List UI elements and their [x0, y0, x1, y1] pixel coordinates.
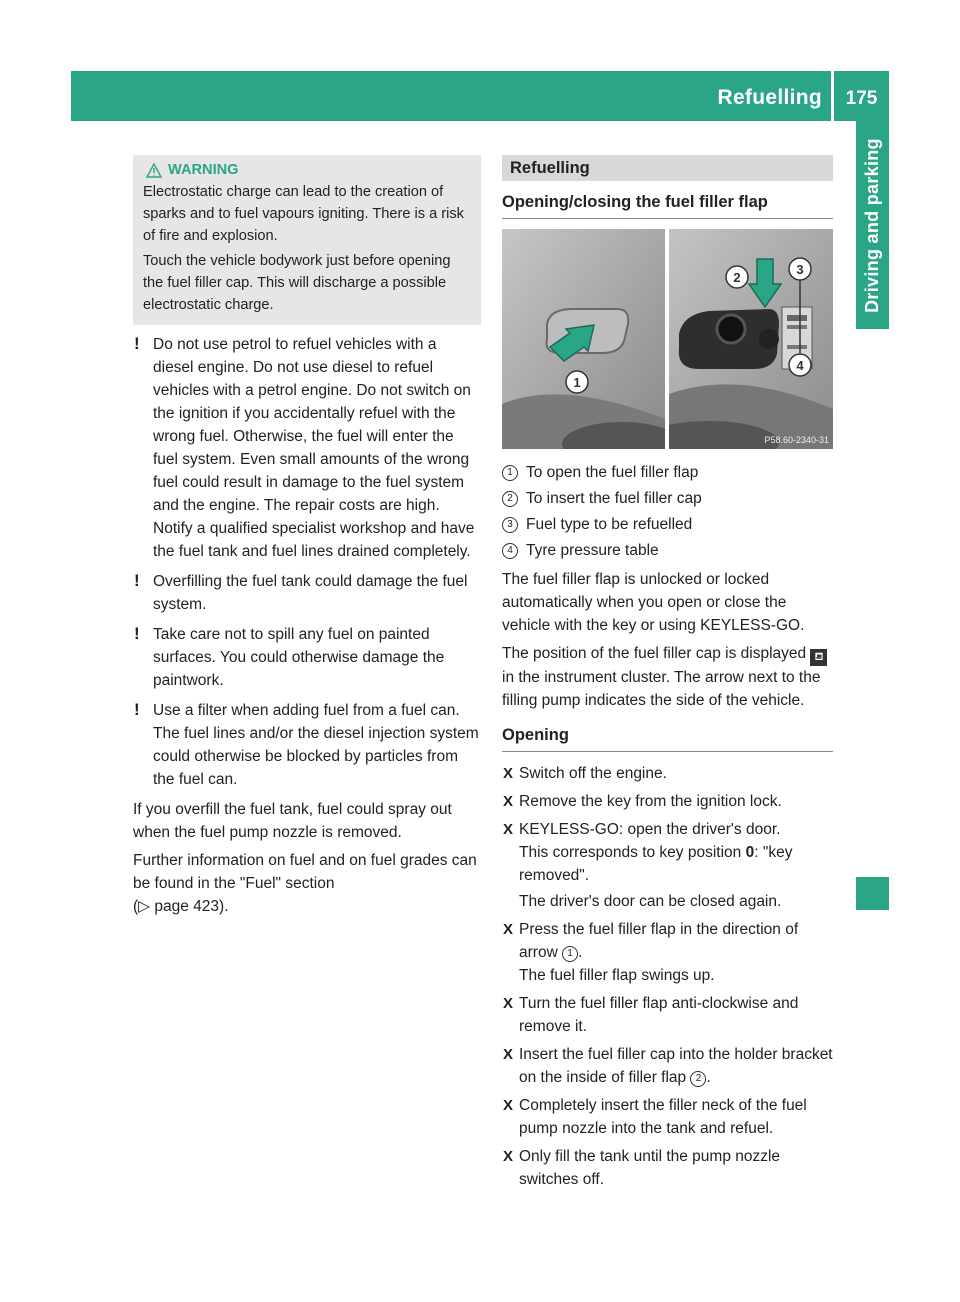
step-x-icon: X — [503, 1046, 514, 1063]
left-column — [133, 155, 481, 923]
legend-number-icon: 2 — [502, 491, 518, 507]
step-x-icon: X — [503, 995, 514, 1012]
warning-label: WARNING — [168, 162, 239, 178]
step-item — [502, 790, 833, 813]
step-text: Completely insert the filler neck of the fuel pump nozzle into the tank and refuel. — [519, 1097, 807, 1137]
warning-text-2: Touch the vehicle bodywork just before opening the fuel filler cap. This will discharge a possible electrostatic charge. — [143, 253, 451, 313]
step-text-a: Insert the fuel filler cap into the holder bracket on the inside of filler flap — [519, 1046, 833, 1086]
overfill-paragraph: If you overfill the fuel tank, fuel could spray out when the fuel pump nozzle is removed. — [133, 801, 452, 841]
note-exclamation-icon: ! — [134, 334, 140, 353]
step-text-a: Press the fuel filler flap in the direction of arrow — [519, 921, 799, 961]
further-info-text: Further information on fuel and on fuel grades can be found in the "Fuel" section — [133, 852, 477, 892]
further-info-paragraph — [133, 849, 481, 918]
note-exclamation-icon: ! — [134, 624, 140, 643]
step-text: Remove the key from the ignition lock. — [519, 793, 782, 810]
step-item — [502, 918, 833, 987]
legend-text: To insert the fuel filler cap — [526, 490, 702, 507]
warning-header — [143, 159, 471, 181]
legend-number-icon: 4 — [502, 543, 518, 559]
step-subtext: The driver's door can be closed again. — [519, 893, 782, 910]
legend-number-icon: 1 — [502, 465, 518, 481]
cap-position-paragraph — [502, 642, 833, 712]
warning-triangle-icon — [146, 163, 162, 178]
note-text: Do not use petrol to refuel vehicles with a diesel engine. Do not use diesel to refuel vehicles with a petrol engine. Do not switch on the ignition if you accidentally refuel with the wrong fuel. Otherwise, the fuel will enter the fuel system. Even small amounts of the wrong fuel could result in damage to the fuel system and the engine. The repair costs are high. Notify a qualified specialist workshop and have the fuel tank and fuel lines drained completely. — [153, 336, 475, 560]
legend-item — [502, 539, 833, 562]
step-subtext — [519, 841, 833, 887]
side-marker — [856, 877, 889, 910]
cap-position-text-a: The position of the fuel filler cap is displayed — [502, 645, 807, 662]
header-title: Refuelling — [717, 86, 822, 109]
legend-number-icon: 3 — [502, 517, 518, 533]
fuel-pump-icon: ⛾ — [810, 649, 827, 666]
legend-item — [502, 513, 833, 536]
step-x-icon: X — [503, 793, 514, 810]
step-text — [519, 918, 833, 964]
step-subtext: The fuel filler flap swings up. — [519, 967, 715, 984]
callout-1: 1 — [573, 375, 581, 390]
step-x-icon: X — [503, 821, 514, 838]
legend-text: Fuel type to be refuelled — [526, 516, 693, 533]
legend-item — [502, 461, 833, 484]
step-item — [502, 992, 833, 1038]
flap-number-icon: 2 — [690, 1071, 706, 1087]
step-item — [502, 1145, 833, 1191]
note-text: Use a filter when adding fuel from a fuel can. The fuel lines and/or the diesel injection system could otherwise be blocked by particles from the fuel can. — [153, 702, 479, 788]
warning-text-1: Electrostatic charge can lead to the creation of sparks and to fuel vapours igniting. There is a risk of fire and explosion. — [143, 184, 464, 244]
note-exclamation-icon: ! — [134, 700, 140, 719]
callout-4: 4 — [796, 358, 804, 373]
callout-3: 3 — [796, 262, 804, 277]
step-text: Only fill the tank until the pump nozzle switches off. — [519, 1148, 781, 1188]
step-text: Turn the fuel filler flap anti-clockwise and remove it. — [519, 995, 799, 1035]
section-heading: Refuelling — [502, 155, 833, 181]
step-x-icon: X — [503, 1097, 514, 1114]
note-item — [133, 570, 481, 616]
step-subtext-a: This corresponds to key position — [519, 844, 742, 861]
step-item — [502, 1094, 833, 1140]
step-x-icon: X — [503, 921, 514, 938]
opening-heading: Opening — [502, 724, 833, 752]
step-text: Switch off the engine. — [519, 765, 667, 782]
fuel-flap-closed-image — [502, 229, 665, 449]
note-text: Overfilling the fuel tank could damage the fuel system. — [153, 573, 468, 613]
note-exclamation-icon: ! — [134, 571, 140, 590]
side-tab-label-wrap — [856, 121, 889, 329]
page-reference-link[interactable]: (▷ page 423). — [133, 898, 229, 915]
fuel-flap-open-image — [669, 229, 833, 449]
step-text-b: . — [578, 944, 583, 961]
note-item — [133, 699, 481, 791]
cap-position-text-b: in the instrument cluster. The arrow next to the filling pump indicates the side of the vehicle. — [502, 669, 821, 709]
page-number: 175 — [845, 88, 878, 109]
step-text-b: . — [706, 1069, 711, 1086]
step-x-icon: X — [503, 1148, 514, 1165]
arrow-number-icon: 1 — [562, 946, 578, 962]
step-item — [502, 762, 833, 785]
legend-text: To open the fuel filler flap — [526, 464, 699, 481]
subsection-heading: Opening/closing the fuel filler flap — [502, 191, 833, 219]
note-item — [133, 623, 481, 692]
warning-box — [133, 155, 481, 325]
key-position-value: 0 — [745, 844, 755, 861]
side-tab-label: Driving and parking — [862, 137, 883, 313]
legend-text: Tyre pressure table — [526, 542, 659, 559]
note-item — [133, 333, 481, 563]
fuel-flap-figure — [502, 229, 833, 449]
note-text: Take care not to spill any fuel on painted surfaces. You could otherwise damage the paintwork. — [153, 626, 445, 689]
step-subtext-c: : "key removed". — [519, 844, 793, 884]
flap-lock-paragraph: The fuel filler flap is unlocked or locked automatically when you open or close the vehicle with the key or using KEYLESS-GO. — [502, 571, 805, 634]
callout-2: 2 — [733, 270, 741, 285]
step-text: KEYLESS-GO: open the driver's door. — [519, 821, 781, 838]
legend-item — [502, 487, 833, 510]
step-x-icon: X — [503, 765, 514, 782]
figure-code: P58.60-2340-31 — [764, 435, 829, 445]
right-column — [502, 155, 833, 1196]
step-item — [502, 1043, 833, 1089]
step-item — [502, 818, 833, 913]
